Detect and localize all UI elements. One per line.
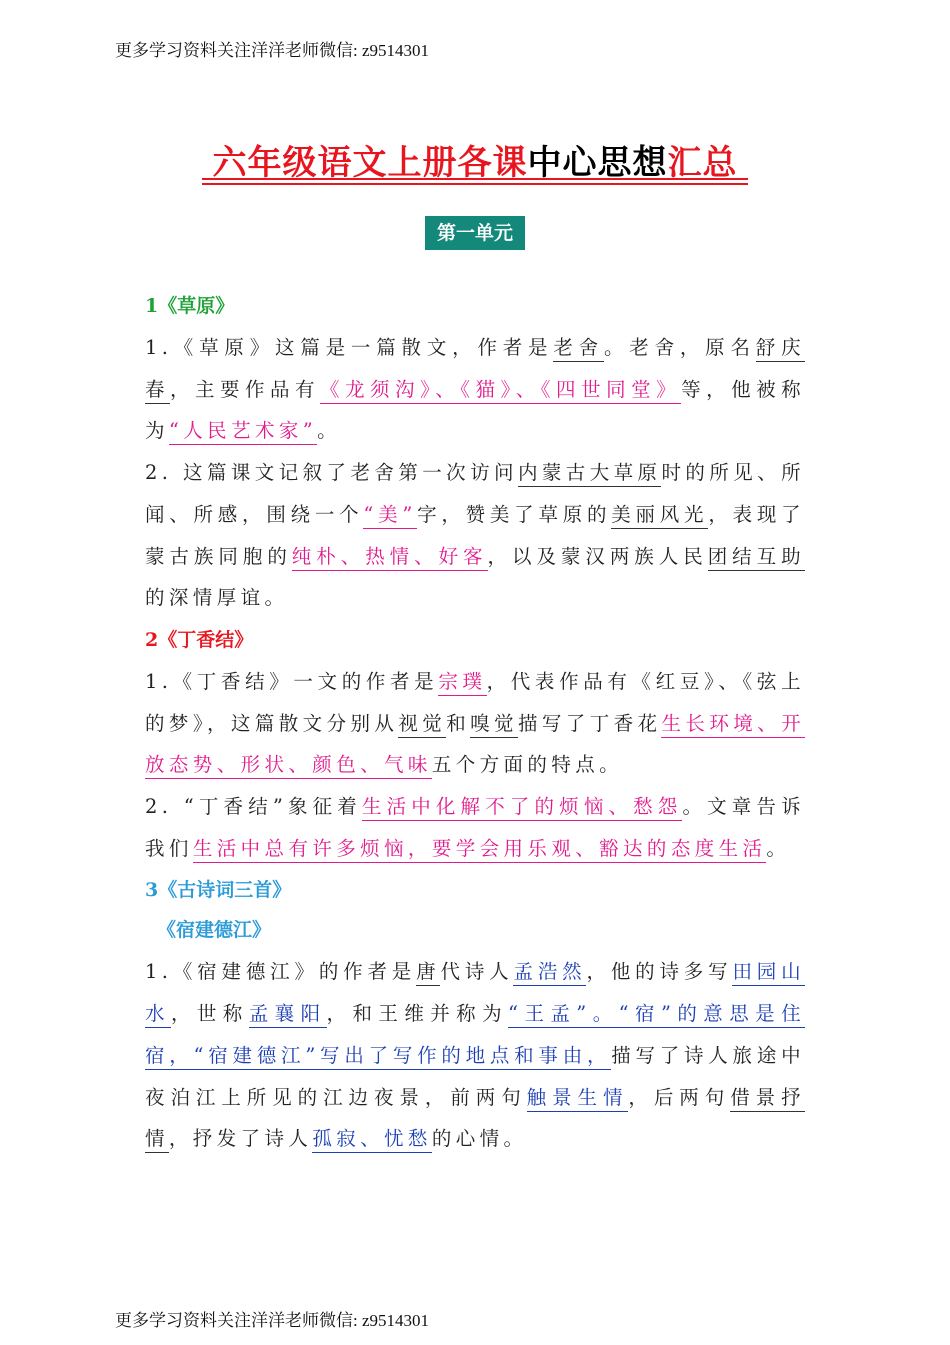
paragraph-caoyuan-1: 1.《草原》这篇是一篇散文，作者是老舍。老舍，原名舒庆春，主要作品有《龙须沟》、《猫》、《四世同堂》等，他被称为“人民艺术家”。 <box>145 327 805 452</box>
subheading-sujiandejiang: 《宿建德江》 <box>157 919 272 942</box>
title-part-2: 中心思想 <box>527 143 668 183</box>
page-title <box>0 135 950 184</box>
section-heading-dingxiangjie: 2《丁香结》 <box>145 628 254 651</box>
paragraph-sujiandejiang-1: 1.《宿建德江》的作者是唐代诗人孟浩然，他的诗多写田园山水，世称孟襄阳，和王维并称为“王孟”。“宿”的意思是住宿，“宿建德江”写出了写作的地点和事由，描写了诗人旅途中夜泊江上所见的江边夜景，前两句触景生情，后两句借景抒情，抒发了诗人孤寂、忧愁的心情。 <box>145 951 805 1160</box>
footer-banner: 更多学习资料关注洋洋老师微信: z9514301 <box>115 1311 430 1330</box>
section-heading-caoyuan: 1《草原》 <box>145 295 235 317</box>
title-underline <box>202 178 748 180</box>
title-part-3: 汇总 <box>667 143 738 183</box>
paragraph-dingxiangjie-1: 1.《丁香结》一文的作者是宗璞，代表作品有《红豆》、《弦上的梦》，这篇散文分别从视觉和嗅觉描写了丁香花生长环境、开放态势、形状、颜色、气味五个方面的特点。 <box>145 661 805 786</box>
title-underline-2 <box>202 183 748 185</box>
header-banner: 更多学习资料关注洋洋老师微信: z9514301 <box>115 41 430 60</box>
title-part-1: 六年级语文上册各课 <box>212 143 528 183</box>
paragraph-dingxiangjie-2: 2. “丁香结”象征着生活中化解不了的烦恼、愁怨。文章告诉我们生活中总有许多烦恼，要学会用乐观、豁达的态度生活。 <box>145 786 805 869</box>
section-heading-gushici: 3《古诗词三首》 <box>145 879 292 902</box>
paragraph-caoyuan-2: 2. 这篇课文记叙了老舍第一次访问内蒙古大草原时的所见、所闻、所感，围绕一个“美”字，赞美了草原的美丽风光，表现了蒙古族同胞的纯朴、热情、好客，以及蒙汉两族人民团结互助的深情厚谊。 <box>145 461 806 610</box>
content <box>145 285 805 1160</box>
unit-badge: 第一单元 <box>425 216 525 250</box>
